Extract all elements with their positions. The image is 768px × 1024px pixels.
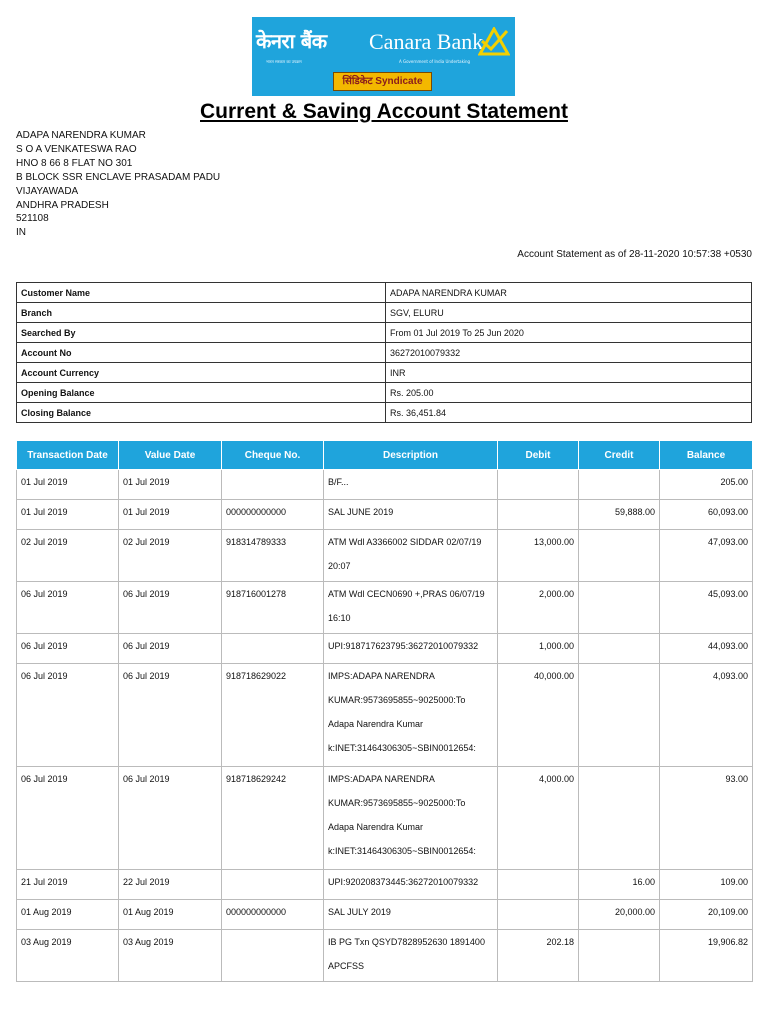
cell-balance: 47,093.00 [660,530,753,582]
cell-debit: 13,000.00 [498,530,579,582]
table-row [17,500,753,530]
column-header-value-date: Value Date [119,441,222,470]
cell-balance: 60,093.00 [660,500,753,530]
cell-balance: 44,093.00 [660,634,753,664]
description-line: APCFSS [328,961,365,971]
cell-debit [498,900,579,930]
table-row [17,470,753,500]
cell-balance: 19,906.82 [660,930,753,982]
cell-cheque-no: 000000000000 [222,900,324,930]
cell-debit: 40,000.00 [498,664,579,767]
description-line: UPI:918717623795:36272010079332 [328,641,479,651]
description-line: UPI:920208373445:36272010079332 [328,877,479,887]
cell-cheque-no: 918718629242 [222,767,324,870]
column-header-cheque-no: Cheque No. [222,441,324,470]
description-line: KUMAR:9573695855~9025000:To [328,798,466,808]
cell-transaction-date: 06 Jul 2019 [17,664,119,767]
account-summary-table [16,282,752,423]
cell-transaction-date: 03 Aug 2019 [17,930,119,982]
summary-value: ADAPA NARENDRA KUMAR [386,283,752,303]
logo-tagline-english: A Government of India Undertaking [399,59,471,64]
cell-cheque-no [222,930,324,982]
description-line: ATM Wdl CECN0690 +,PRAS 06/07/19 [328,589,485,599]
description-line: SAL JUNE 2019 [328,507,394,517]
cell-value-date: 22 Jul 2019 [119,870,222,900]
cell-transaction-date: 21 Jul 2019 [17,870,119,900]
address-line: HNO 8 66 8 FLAT NO 301 [16,157,133,169]
page-title: Current & Saving Account Statement [200,100,568,123]
description-line: 16:10 [328,613,351,623]
column-header-transaction-date: Transaction Date [17,441,119,470]
summary-label: Customer Name [17,283,386,303]
cell-balance: 4,093.00 [660,664,753,767]
cell-description [324,470,498,500]
address-line: B BLOCK SSR ENCLAVE PRASADAM PADU [16,171,221,183]
description-line: IB PG Txn QSYD7828952630 1891400 [328,937,485,947]
cell-value-date: 01 Jul 2019 [119,470,222,500]
statement-timestamp: Account Statement as of 28-11-2020 10:57:38 +0530 [517,249,752,260]
cell-credit [579,930,660,982]
summary-row [17,363,752,383]
column-header-balance: Balance [660,441,753,470]
cell-cheque-no: 918716001278 [222,582,324,634]
cell-description [324,900,498,930]
address-line: IN [16,227,26,239]
cell-credit: 16.00 [579,870,660,900]
summary-value: Rs. 36,451.84 [386,403,752,423]
cell-cheque-no: 000000000000 [222,500,324,530]
cell-description [324,582,498,634]
summary-row [17,283,752,303]
table-row [17,530,753,582]
table-row [17,870,753,900]
summary-row [17,383,752,403]
description-line: IMPS:ADAPA NARENDRA [328,774,435,784]
summary-label: Closing Balance [17,403,386,423]
summary-label: Branch [17,303,386,323]
cell-value-date: 02 Jul 2019 [119,530,222,582]
cell-cheque-no: 918314789333 [222,530,324,582]
description-line: k:INET:31464306305~SBIN0012654: [328,846,476,856]
cell-balance: 109.00 [660,870,753,900]
summary-value: From 01 Jul 2019 To 25 Jun 2020 [386,323,752,343]
address-line: VIJAYAWADA [16,185,79,197]
cell-debit [498,470,579,500]
address-line: ANDHRA PRADESH [16,199,109,211]
cell-value-date: 06 Jul 2019 [119,767,222,870]
cell-credit [579,582,660,634]
summary-value: SGV, ELURU [386,303,752,323]
cell-transaction-date: 01 Aug 2019 [17,900,119,930]
table-header-row [17,441,753,470]
cell-credit [579,634,660,664]
summary-row [17,403,752,423]
description-line: Adapa Narendra Kumar [328,719,424,729]
transactions-table [16,440,753,982]
cell-balance: 205.00 [660,470,753,500]
cell-cheque-no [222,470,324,500]
cell-value-date: 03 Aug 2019 [119,930,222,982]
description-line: IMPS:ADAPA NARENDRA [328,671,435,681]
cell-description [324,664,498,767]
customer-address [16,129,220,240]
address-line: ADAPA NARENDRA KUMAR [16,130,146,141]
table-row [17,767,753,870]
cell-description [324,500,498,530]
cell-debit [498,500,579,530]
canara-triangle-icon [478,27,510,57]
cell-description [324,870,498,900]
address-line: 521108 [16,213,49,225]
cell-description [324,634,498,664]
cell-debit: 202.18 [498,930,579,982]
cell-value-date: 01 Aug 2019 [119,900,222,930]
summary-row [17,323,752,343]
summary-value: 36272010079332 [386,343,752,363]
cell-debit [498,870,579,900]
address-line: S O A VENKATESWA RAO [16,143,137,155]
cell-credit [579,664,660,767]
cell-description [324,930,498,982]
cell-debit: 1,000.00 [498,634,579,664]
summary-label: Opening Balance [17,383,386,403]
cell-description [324,767,498,870]
column-header-debit: Debit [498,441,579,470]
logo-hindi-name: केनरा बैंक [256,29,327,53]
column-header-credit: Credit [579,441,660,470]
table-row [17,634,753,664]
cell-transaction-date: 06 Jul 2019 [17,634,119,664]
cell-balance: 93.00 [660,767,753,870]
cell-transaction-date: 01 Jul 2019 [17,500,119,530]
description-line: KUMAR:9573695855~9025000:To [328,695,466,705]
description-line: k:INET:31464306305~SBIN0012654: [328,743,476,753]
cell-value-date: 06 Jul 2019 [119,582,222,634]
cell-credit: 59,888.00 [579,500,660,530]
table-row [17,582,753,634]
summary-row [17,303,752,323]
description-line: SAL JULY 2019 [328,907,391,917]
summary-value: Rs. 205.00 [386,383,752,403]
cell-cheque-no [222,870,324,900]
cell-transaction-date: 06 Jul 2019 [17,767,119,870]
summary-label: Account No [17,343,386,363]
summary-value: INR [386,363,752,383]
transactions-body [17,470,753,982]
logo-english-name: Canara Bank [369,29,484,54]
description-line: B/F... [328,477,349,487]
cell-balance: 20,109.00 [660,900,753,930]
cell-debit: 4,000.00 [498,767,579,870]
description-line: ATM Wdl A3366002 SIDDAR 02/07/19 [328,537,482,547]
cell-description [324,530,498,582]
cell-cheque-no: 918718629022 [222,664,324,767]
cell-transaction-date: 01 Jul 2019 [17,470,119,500]
cell-value-date: 06 Jul 2019 [119,634,222,664]
cell-transaction-date: 06 Jul 2019 [17,582,119,634]
cell-value-date: 06 Jul 2019 [119,664,222,767]
summary-row [17,343,752,363]
bank-logo [252,17,515,96]
cell-credit [579,470,660,500]
cell-credit [579,530,660,582]
syndicate-badge: सिंडिकेट Syndicate [333,72,432,91]
cell-cheque-no [222,634,324,664]
description-line: 20:07 [328,561,351,571]
logo-tagline-hindi: भारत सरकार का उपक्रम [266,59,302,64]
summary-label: Searched By [17,323,386,343]
cell-transaction-date: 02 Jul 2019 [17,530,119,582]
table-row [17,930,753,982]
table-row [17,900,753,930]
column-header-description: Description [324,441,498,470]
cell-balance: 45,093.00 [660,582,753,634]
cell-value-date: 01 Jul 2019 [119,500,222,530]
summary-label: Account Currency [17,363,386,383]
description-line: Adapa Narendra Kumar [328,822,424,832]
cell-debit: 2,000.00 [498,582,579,634]
table-row [17,664,753,767]
cell-credit: 20,000.00 [579,900,660,930]
cell-credit [579,767,660,870]
